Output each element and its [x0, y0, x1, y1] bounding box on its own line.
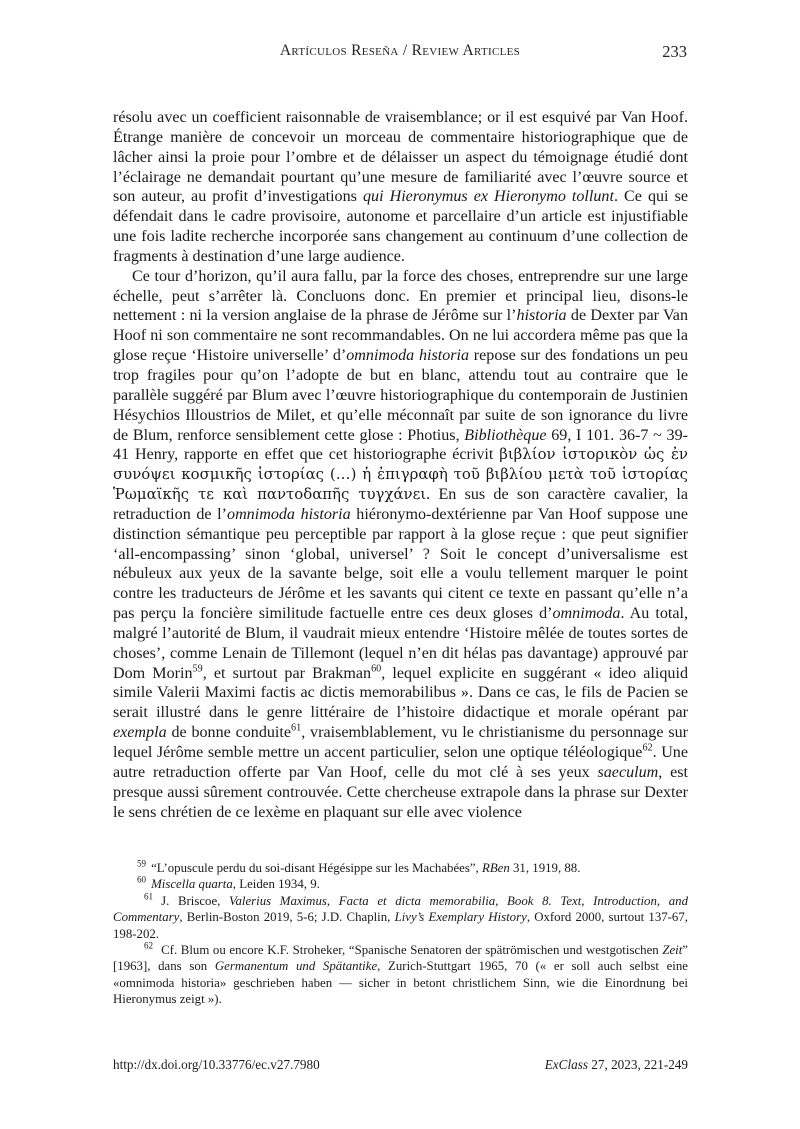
p1-latin-phrase: qui Hieronymus ex Hieronymo tollunt [362, 188, 614, 206]
footnote-60-italic-title: Miscella quarta [151, 877, 233, 892]
body-text [113, 108, 688, 822]
footnote-60-seg-1: , Leiden 1934, 9. [232, 877, 320, 892]
footnote-61-seg-2: , Berlin-Boston 2019, 5-6; J.D. Chaplin, [179, 910, 395, 925]
running-head [113, 42, 687, 66]
p1-text-after-italic: . Ce qui se défendait dans le cadre provisoire, autonome et parcellaire d’un article est injustifiable une fois ladite recherche incorporée sans changement au continuum d’une collection de fragments à destination d’une large audience. [113, 188, 688, 265]
footnote-60-number: 60 [137, 875, 147, 886]
footnote-ref-60[interactable]: 60 [371, 663, 382, 675]
footnote-62-italic-title: Germanentum und Spätantike [214, 959, 378, 974]
p2-seg-7: . Au total, malgré l’autorité de Blum, il vaudrait mieux entendre ‘Histoire mêlée de toutes sortes de choses’, comme Lenain de Tillemont (lequel n’en dit hélas pas davantage) approuvé par Dom Morin [113, 605, 688, 682]
footnote-62-italic-zeit: Zeit [662, 943, 683, 958]
p1-text-before-italic: résolu avec un coefficient raisonnable de vraisemblance; or il est esquivé par Van Hoof. Étrange manière de concevoir un morceau de commentaire historiographique que de lâcher ainsi la proie pour l’ombre et de délaisser un aspect du témoignage étudié dont l’éclairage ne demandait pourtant qu’une mesure de familiarité avec l’œuvre source et son auteur, au profit d’investigations [113, 109, 688, 206]
footnote-ref-61[interactable]: 61 [291, 722, 302, 734]
footnote-62-seg-1: Cf. Blum ou encore K.F. Stroheker, “Spanische Senatoren der spätrömischen und westgotischen [161, 943, 663, 958]
footnote-ref-59[interactable]: 59 [192, 663, 203, 675]
footnote-61-seg-1: J. Briscoe, [161, 893, 230, 908]
p2-italic-exempla: exempla [113, 724, 167, 742]
p2-seg-13: , est presque aussi sûrement controuvée. Cette chercheuse extrapole dans la phrase sur Dexter le sens chrétien de ce lexème en plaquant sur elle avec violence [113, 763, 688, 821]
p2-seg-11: , vraisemblablement, vu le christianisme du personnage sur lequel Jérôme semble mettre un accent particulier, selon une optique téléologique [113, 724, 688, 761]
journal-name: ExClass [544, 1057, 588, 1072]
page-number: 233 [662, 42, 687, 61]
footnote-62-seg-3: , Zurich-Stuttgart 1965, 70 (« er soll auch selbst eine «omnimoda historia» geschrieben haben — sicher in betont christlichem Sinn, wie die Einordnung bei Hieronymus zeigt »). [113, 959, 688, 1007]
footnote-59-number: 59 [137, 858, 147, 869]
p2-italic-historia: historia [516, 307, 567, 325]
footnote-61-number: 61 [144, 891, 154, 902]
footnote-61-seg-3: , Oxford 2000, surtout 137-67, 198-202. [113, 910, 688, 941]
journal-citation [545, 1057, 688, 1073]
p2-seg-2: de Dexter par Van Hoof ni son commentaire ne sont recommandables. On ne lui accordera même pas que la glose reçue ‘Histoire universelle’ d’ [113, 307, 688, 365]
footnotes-block [113, 860, 688, 1008]
p2-italic-omnimoda-historia-2: omnimoda historia [227, 505, 351, 523]
p2-seg-8: , et surtout par Brakman [202, 664, 372, 682]
p2-italic-saeculum: saeculum [597, 763, 659, 781]
p2-italic-omnimoda-historia-1: omnimoda historia [346, 347, 470, 365]
footnote-60 [113, 876, 688, 892]
footnote-59-seg-2: 31, 1919, 88. [509, 861, 581, 875]
footnote-62-seg-2: ” [1963], dans son [113, 943, 688, 974]
p2-seg-5: . En sus de son caractère cavalier, la retraduction de l’ [113, 486, 689, 523]
footnote-61 [113, 893, 688, 942]
running-head-title: Artículos Reseña / Review Articles [279, 42, 521, 59]
p2-italic-bibliotheque: Bibliothèque [464, 426, 547, 444]
footnote-62 [113, 942, 688, 1008]
footnote-61-italic-title-1: Valerius Maximus, Facta et dicta memorabilia, Book 8. Text, Introduction, and Commentary [113, 893, 689, 925]
doi-link[interactable]: http://dx.doi.org/10.33776/ec.v27.7980 [113, 1057, 320, 1072]
p2-seg-12: . Une autre retraduction offerte par Van Hoof, celle du mot clé à ses yeux [113, 744, 688, 781]
paragraph-2 [113, 267, 688, 823]
footnote-59-seg-1: “L’opuscule perdu du soi-disant Hégésippe sur les Machabées”, [151, 861, 482, 875]
page-footer [113, 1057, 688, 1077]
p2-greek-quotation: βιβλίον ἱστορικὸν ὡς ἐν συνόψει κοσμικῆς ἱστορίας (…) ἡ ἐπιγραφὴ τοῦ βιβλίου μετὰ τοῦ ἱστορίας Ῥωμαϊκῆς τε καὶ παντοδαπῆς τυγχάνει [113, 445, 688, 504]
p2-seg-4: 69, I 101. 36-7 ~ 39-41 Henry, rapporte en effet que cet historiographe écrivit [113, 426, 688, 464]
p2-seg-1: Ce tour d’horizon, qu’il aura fallu, par la force des choses, entreprendre sur une large échelle, peut s’arrêter là. Concluons donc. En premier et principal lieu, disons-le nettement : ni la version anglaise de la phrase de Jérôme sur l’ [113, 267, 688, 325]
paragraph-1 [113, 108, 688, 267]
p2-seg-10: de bonne conduite [166, 724, 292, 742]
footnote-ref-62[interactable]: 62 [642, 742, 653, 754]
p2-seg-3: repose sur des fondations un peu trop fragiles pour qu’on l’adopte de but en blanc, attendu tout au contraire que le parallèle suggéré par Blum avec l’œuvre historiographique du contemporain de Justinien Hésychios Illoustrios de Milet, et qu’elle méconnaît par suite de son ignorance du livre de Blum, renforce sensiblement cette glose : Photius, [113, 347, 688, 444]
footnote-62-number: 62 [144, 940, 154, 951]
footnote-59-italic-rben: RBen [481, 861, 510, 875]
footnote-59 [113, 860, 688, 876]
p2-italic-omnimoda: omnimoda [552, 605, 621, 623]
p2-seg-9: , lequel explicite en suggérant « ideo aliquid simile Valerii Maximi factis ac dictis memorabilibus ». Dans ce cas, le fils de Pacien se serait illustré dans le genre littéraire de l’histoire didactique et morale opérant par [113, 664, 688, 722]
journal-citation-detail: 27, 2023, 221-249 [587, 1057, 688, 1072]
p2-seg-6: hiéronymo-dextérienne par Van Hoof suppose une distinction sémantique peu perceptible par rapport à la glose reçue : que peut signifier ‘all-encompassing’ sinon ‘global, universel’ ? Soit le concept d’universalisme est nébuleux aux yeux de la savante belge, soit elle a voulu tellement marquer le point contre les traducteurs de Jérôme et les savants qui citent ce texte en passant qu’elle n’a pas perçu la foncière similitude factuelle entre ces deux gloses d’ [113, 505, 688, 623]
footnote-61-italic-title-2: Livy’s Exemplary History [394, 910, 527, 925]
